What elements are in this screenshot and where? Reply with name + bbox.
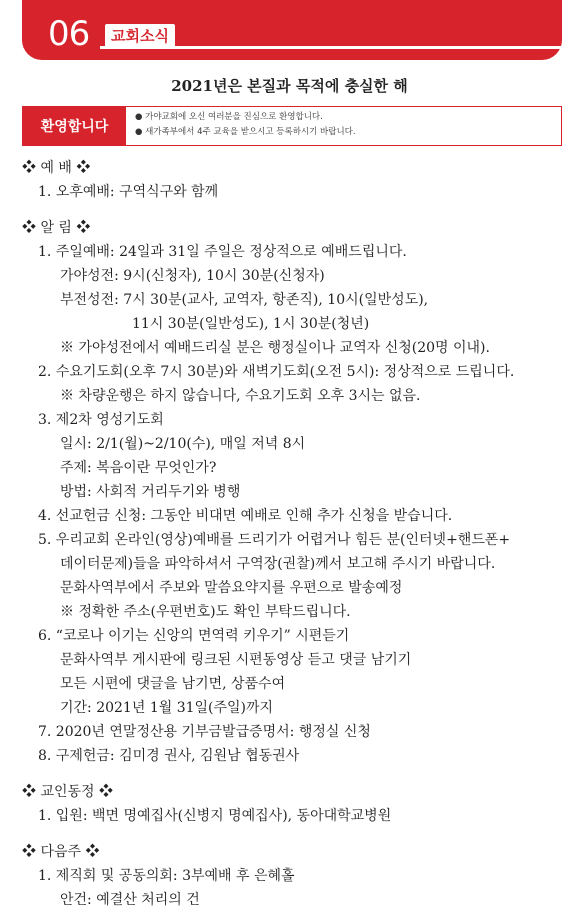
news-line: 6. “코로나 이기는 신앙의 면역력 키우기” 시편듣기 xyxy=(38,628,350,644)
news-line: 1. 제직회 및 공동의회: 3부예배 후 은혜홀 xyxy=(38,868,295,884)
section-title: ❖ 예 배 ❖ xyxy=(22,160,91,176)
section-label: 교회소식 xyxy=(105,24,175,48)
section-header xyxy=(0,0,579,62)
header-stripe xyxy=(100,46,562,49)
news-line: 1. 입원: 백면 명예집사(신병지 명예집사), 동아대학교병원 xyxy=(38,808,392,824)
section-number: 06 xyxy=(48,14,90,54)
news-line: ※ 정확한 주소(우편번호)도 확인 부탁드립니다. xyxy=(60,604,351,620)
news-line: 방법: 사회적 거리두기와 병행 xyxy=(60,484,241,500)
section-title: ❖ 교인동정 ❖ xyxy=(22,784,113,800)
news-section xyxy=(22,780,567,828)
news-line: 4. 선교헌금 신청: 그동안 비대면 예배로 인해 추가 신청을 받습니다. xyxy=(38,508,453,524)
news-line: 기간: 2021년 1월 31일(주일)까지 xyxy=(60,700,274,716)
welcome-tag: 환영합니다 xyxy=(23,107,126,145)
section-title: ❖ 다음주 ❖ xyxy=(22,844,100,860)
news-line: 가야성전: 9시(신청자), 10시 30분(신청자) xyxy=(60,268,325,284)
section-title: ❖ 알 림 ❖ xyxy=(22,220,91,236)
welcome-line: ● 가야교회에 오신 여러분을 진심으로 환영합니다. xyxy=(135,112,323,122)
news-line: 1. 오후예배: 구역식구와 함께 xyxy=(38,184,219,200)
news-line: ※ 가야성전에서 예배드리실 분은 행정실이나 교역자 신청(20명 이내). xyxy=(60,340,490,356)
welcome-lines xyxy=(135,110,356,140)
welcome-line: ● 새가족부에서 4주 교육을 받으시고 등록하시기 바랍니다. xyxy=(135,127,356,137)
news-line: 주제: 복음이란 무엇인가? xyxy=(60,460,217,476)
news-line: 일시: 2/1(월)~2/10(수), 매일 저녁 8시 xyxy=(60,436,306,452)
news-line: 1. 주일예배: 24일과 31일 주일은 정상적으로 예배드립니다. xyxy=(38,244,407,260)
news-line: 문화사역부에서 주보와 말씀요약지를 우편으로 발송예정 xyxy=(60,580,403,596)
news-line: 안건: 예결산 처리의 건 xyxy=(60,892,200,908)
news-line: 3. 제2차 영성기도회 xyxy=(38,412,164,428)
news-line: 부전성전: 7시 30분(교사, 교역자, 항존직), 10시(일반성도), xyxy=(60,292,429,308)
headline: 2021년은 본질과 목적에 충실한 해 xyxy=(171,77,408,95)
news-line: ※ 차량운행은 하지 않습니다, 수요기도회 오후 3시는 없음. xyxy=(60,388,421,404)
news-line: 문화사역부 게시판에 링크된 시편동영상 듣고 댓글 남기기 xyxy=(60,652,412,668)
header-red-banner xyxy=(22,0,562,60)
news-section xyxy=(22,216,567,768)
news-content xyxy=(22,156,567,912)
news-line: 5. 우리교회 온라인(영상)예배를 드리기가 어렵거나 힘든 분(인터넷+핸드폰+ xyxy=(38,532,511,548)
news-line: 2. 수요기도회(오후 7시 30분)와 새벽기도회(오전 5시): 정상적으로 드립니다. xyxy=(38,364,515,380)
news-line: 11시 30분(일반성도), 1시 30분(청년) xyxy=(132,316,370,332)
news-line: 8. 구제헌금: 김미경 권사, 김원남 협동권사 xyxy=(38,748,300,764)
news-line: 모든 시편에 댓글을 남기면, 상품수여 xyxy=(60,676,286,692)
news-section xyxy=(22,156,567,204)
news-line: 데이터문제)들을 파악하셔서 구역장(권찰)께서 보고해 주시기 바랍니다. xyxy=(60,556,496,572)
news-line: 7. 2020년 연말정산용 기부금발급증명서: 행정실 신청 xyxy=(38,724,371,740)
welcome-box xyxy=(22,106,562,146)
news-section xyxy=(22,840,567,912)
